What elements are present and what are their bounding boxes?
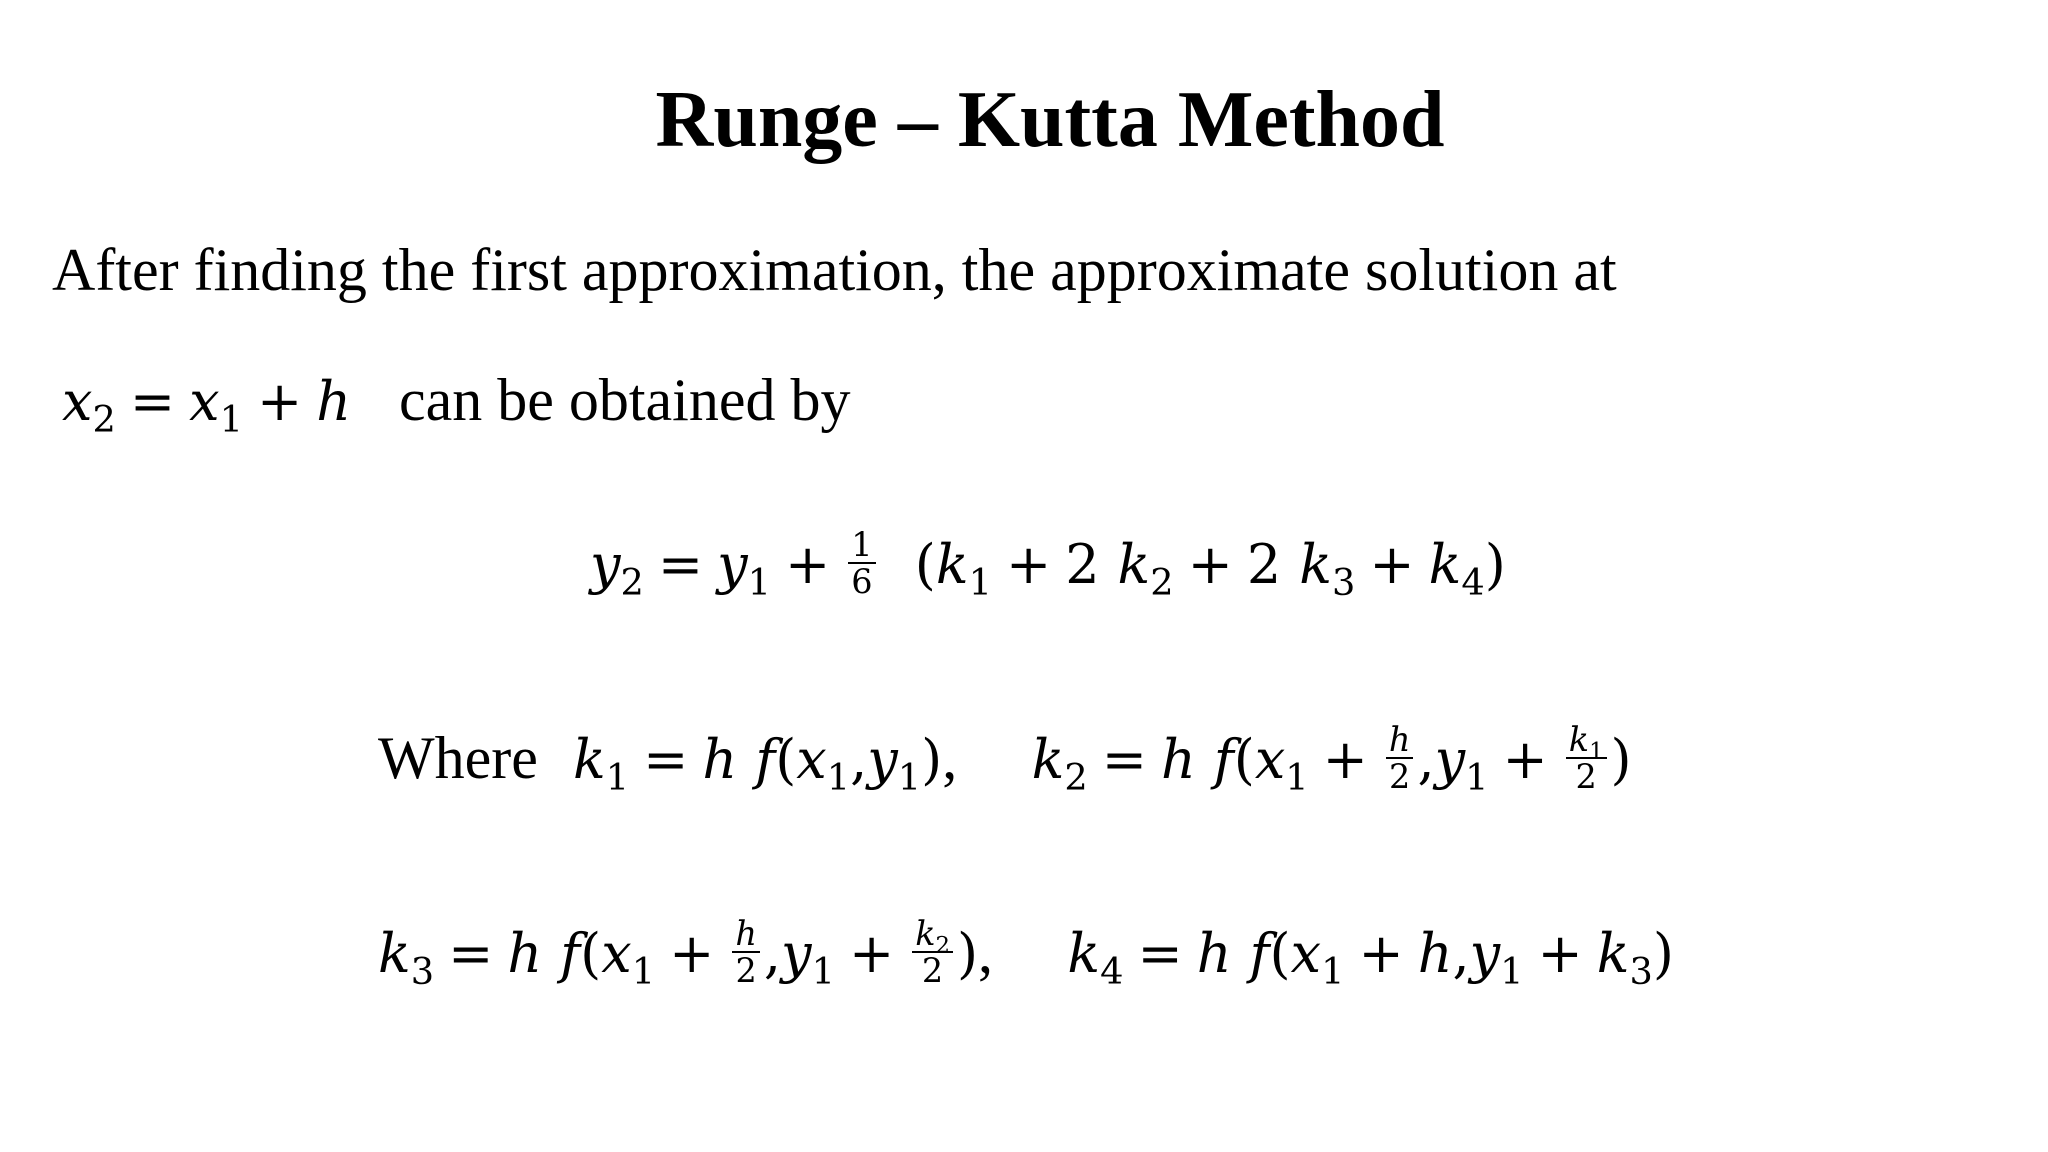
k1-k2-formulas: Where $k_1 = h$ $f(x_1,y_1)$, $k_2 = h$ $f(x_1$ + $\frac{h}{2}$ $,y_1$ + $\frac{k_1}{2}$ ) bbox=[378, 719, 1632, 799]
step-definition-line bbox=[62, 360, 850, 442]
one-sixth-fraction: $\frac{1}{6}$ bbox=[848, 527, 875, 599]
x2-equation: $x_2 = x_1 + h$ bbox=[62, 370, 351, 441]
y2-formula: $y_2 = y_1$ + $\frac{1}{6}$ ($k_1 + 2$ $k_2 + 2$ $k_3 + k_4$) bbox=[590, 524, 1506, 604]
h-over-2-fraction: $\frac{h}{2}$ bbox=[1386, 722, 1414, 794]
k2-over-2-fraction: $\frac{k_2}{2}$ bbox=[912, 916, 953, 988]
h-over-2-fraction: $\frac{h}{2}$ bbox=[732, 916, 760, 988]
slide-title: Runge – Kutta Method bbox=[655, 76, 1445, 164]
k4-formula: $k_4 = h$ $f(x_1 + h,y_1 + k_3)$ bbox=[1067, 922, 1674, 993]
intro-paragraph: After finding the first approximation, the approximate solution at bbox=[52, 237, 1617, 303]
k1-formula: $k_1 = h$ $f(x_1,y_1)$ bbox=[573, 728, 943, 799]
step-definition-text: can be obtained by bbox=[398, 367, 851, 433]
k2-formula: $k_2 = h$ $f(x_1$ + $\frac{h}{2}$ $,y_1$ + $\frac{k_1}{2}$ ) bbox=[1031, 719, 1632, 799]
k3-k4-formulas: $k_3 = h$ $f(x_1$ + $\frac{h}{2}$ $,y_1$ + $\frac{k_2}{2}$ ), $k_4 = h$ $f(x_1 + h,y_1 + k_3)$ bbox=[378, 913, 1674, 993]
k3-formula: $k_3 = h$ $f(x_1$ + $\frac{h}{2}$ $,y_1$ + $\frac{k_2}{2}$ ) bbox=[378, 913, 979, 993]
k1-over-2-fraction: $\frac{k_1}{2}$ bbox=[1566, 722, 1607, 794]
where-label: Where bbox=[378, 725, 538, 791]
